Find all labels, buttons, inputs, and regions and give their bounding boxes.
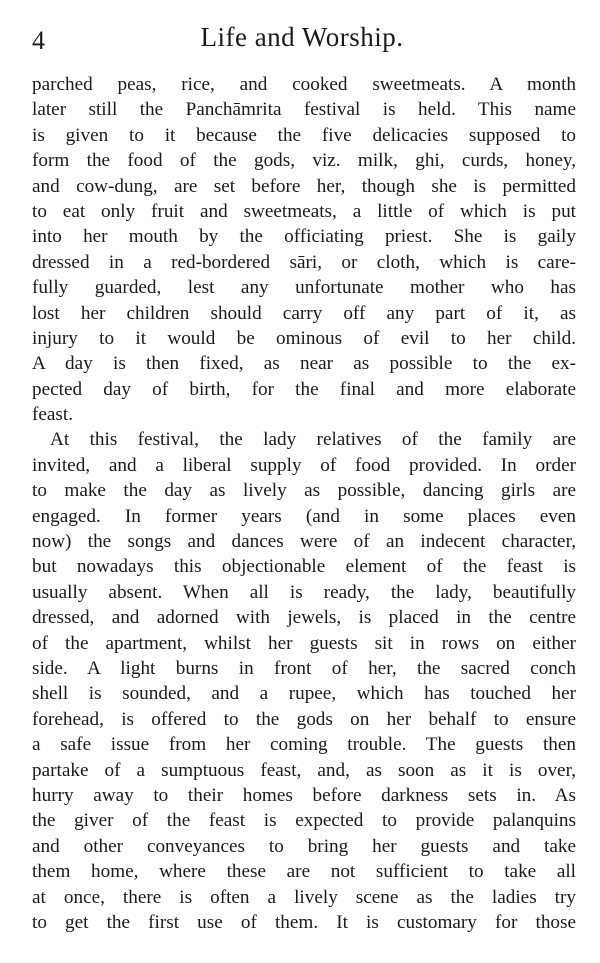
text-line: a safe issue from her coming trouble. The guests then <box>32 734 576 756</box>
text-line: lost her children should carry off any part of it, as <box>32 302 576 324</box>
text-line: form the food of the gods, viz. milk, ghi, curds, honey, <box>32 150 576 172</box>
text-line: injury to it would be ominous of evil to her child. <box>32 327 576 349</box>
text-line: dressed in a red-bordered sāri, or cloth, which is care- <box>32 251 576 273</box>
text-line: to make the day as lively as possible, dancing girls are <box>32 480 576 502</box>
text-line: feast. <box>32 404 74 426</box>
text-line: is given to it because the five delicacies supposed to <box>32 124 576 146</box>
text-line: side. A light burns in front of her, the sacred conch <box>32 657 576 679</box>
text-line: A day is then fixed, as near as possible to the ex- <box>32 353 576 375</box>
text-line: to eat only fruit and sweetmeats, a little of which is put <box>32 200 576 222</box>
text-line: them home, where these are not sufficient to take all <box>32 861 576 883</box>
text-line: of the apartment, whilst her guests sit in rows on either <box>32 632 576 654</box>
page-number: 4 <box>32 26 45 55</box>
text-line: engaged. In former years (and in some places even <box>32 505 576 527</box>
text-line: into her mouth by the officiating priest. She is gaily <box>32 226 576 248</box>
text-line: at once, there is often a lively scene as the ladies try <box>32 886 576 908</box>
text-line: hurry away to their homes before darkness sets in. As <box>32 784 576 806</box>
text-line: forehead, is offered to the gods on her behalf to ensure <box>32 708 576 730</box>
text-line: the giver of the feast is expected to provide palanquins <box>32 810 576 832</box>
text-line: later still the Panchāmrita festival is held. This name <box>32 99 576 121</box>
running-title: Life and Worship. <box>200 22 404 52</box>
text-line: usually absent. When all is ready, the lady, beautifully <box>32 581 576 603</box>
text-line: partake of a sumptuous feast, and, as soon as it is over, <box>32 759 576 781</box>
text-line: but nowadays this objectionable element of the feast is <box>32 556 576 578</box>
paragraph-2 <box>32 427 576 935</box>
page-header <box>32 18 572 58</box>
text-line: now) the songs and dances were of an indecent character, <box>32 531 576 553</box>
text-line: pected day of birth, for the final and more elaborate <box>32 378 576 400</box>
text-line: invited, and a liberal supply of food provided. In order <box>32 454 576 476</box>
text-line: and cow-dung, are set before her, though she is permitted <box>32 175 576 197</box>
text-line: At this festival, the lady relatives of the family are <box>50 429 576 451</box>
text-line: and other conveyances to bring her guests and take <box>32 835 576 857</box>
text-line: parched peas, rice, and cooked sweetmeats. A month <box>32 74 576 95</box>
text-line: shell is sounded, and a rupee, which has touched her <box>32 683 576 705</box>
body-text <box>32 72 576 935</box>
text-line: fully guarded, lest any unfortunate mother who has <box>32 277 576 299</box>
text-line: dressed, and adorned with jewels, is placed in the centre <box>32 607 576 629</box>
text-line: to get the first use of them. It is customary for those <box>32 911 576 933</box>
paragraph-1 <box>32 72 576 427</box>
